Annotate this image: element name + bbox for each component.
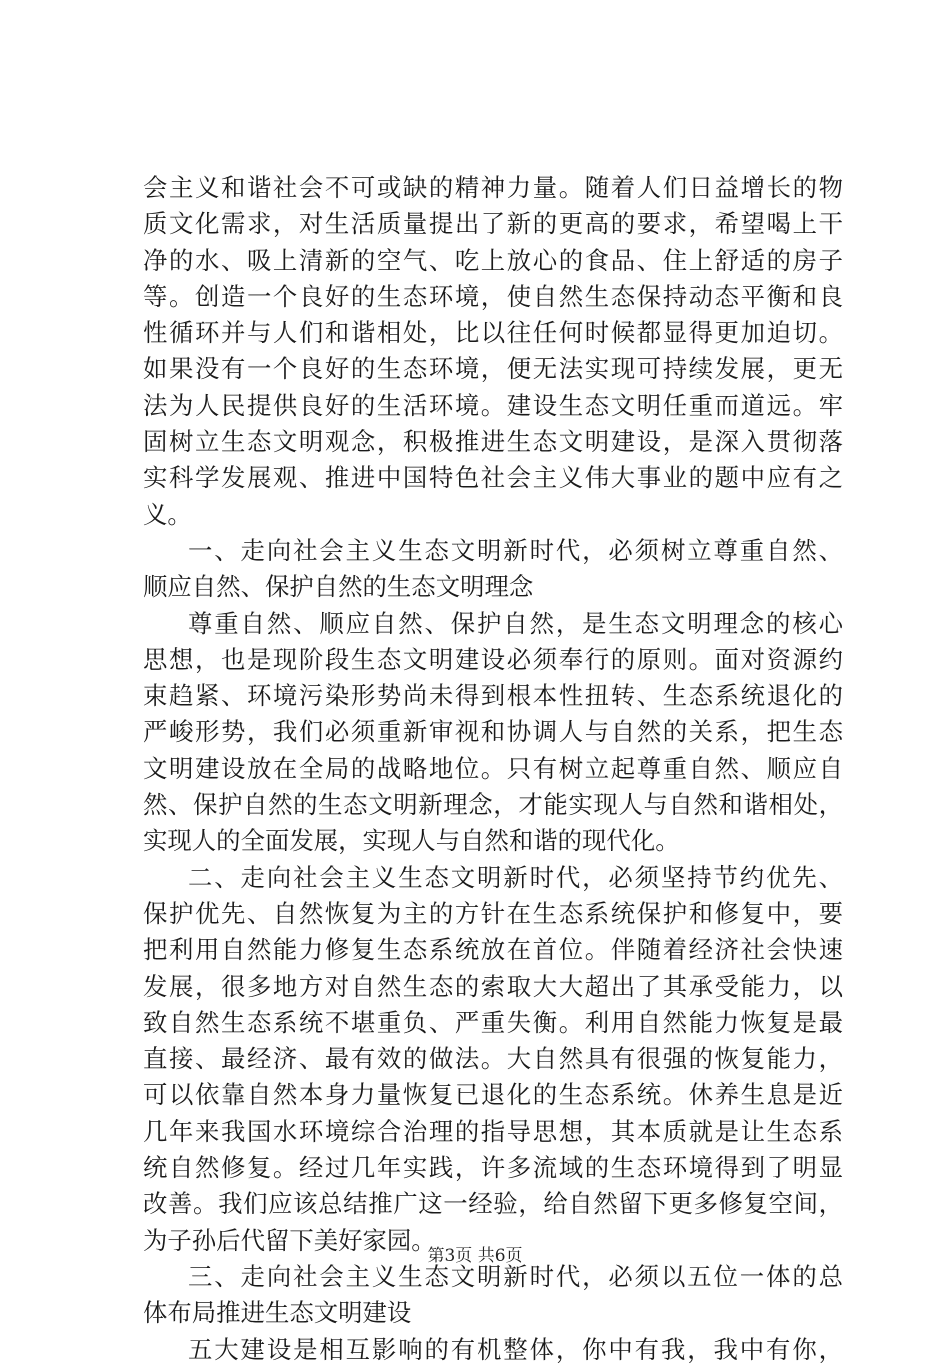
text-line: 尊重自然、顺应自然、保护自然，是生态文明理念的核心	[188, 608, 843, 638]
text-line: 思想，也是现阶段生态文明建设必须奉行的原则。面对资源约	[143, 644, 843, 674]
text-line: 为子孙后代留下美好家园。	[143, 1225, 436, 1255]
text-line: 会主义和谐社会不可或缺的精神力量。随着人们日益增长的物	[143, 173, 843, 202]
text-line: 性循环并与人们和谐相处，比以往任何时候都显得更加迫切。	[143, 318, 843, 348]
text-line: 改善。我们应该总结推广这一经验，给自然留下更多修复空间，	[143, 1189, 843, 1219]
text-line: 实现人的全面发展，实现人与自然和谐的现代化。	[143, 826, 680, 856]
text-line: 义。	[143, 499, 192, 529]
text-line: 文明建设放在全局的战略地位。只有树立起尊重自然、顺应自	[143, 753, 843, 783]
text-line: 二、走向社会主义生态文明新时代，必须坚持节约优先、	[188, 862, 843, 892]
text-line: 等。创造一个良好的生态环境，使自然生态保持动态平衡和良	[143, 281, 843, 311]
text-line: 实科学发展观、推进中国特色社会主义伟大事业的题中应有之	[143, 463, 843, 493]
text-line: 顺应自然、保护自然的生态文明理念	[143, 572, 534, 602]
text-line: 保护优先、自然恢复为主的方针在生态系统保护和修复中，要	[143, 898, 843, 928]
text-line: 发展，很多地方对自然生态的索取大大超出了其承受能力，以	[143, 971, 843, 1001]
text-line: 可以依靠自然本身力量恢复已退化的生态系统。休养生息是近	[143, 1080, 843, 1110]
text-line: 统自然修复。经过几年实践，许多流域的生态环境得到了明显	[143, 1153, 843, 1183]
document-body	[143, 170, 843, 1368]
text-line: 一、走向社会主义生态文明新时代，必须树立尊重自然、	[188, 535, 843, 565]
text-line: 法为人民提供良好的生活环境。建设生态文明任重而道远。牢	[143, 390, 843, 420]
text-line: 直接、最经济、最有效的做法。大自然具有很强的恢复能力，	[143, 1044, 843, 1074]
text-line: 体布局推进生态文明建设	[143, 1298, 412, 1328]
text-line: 质文化需求，对生活质量提出了新的更高的要求，希望喝上干	[143, 209, 843, 239]
text-line: 束趋紧、环境污染形势尚未得到根本性扭转、生态系统退化的	[143, 681, 843, 711]
page-footer: 第3页 共6页	[427, 1246, 523, 1266]
text-line: 严峻形势，我们必须重新审视和协调人与自然的关系，把生态	[143, 717, 843, 747]
text-line: 固树立生态文明观念，积极推进生态文明建设，是深入贯彻落	[143, 427, 843, 457]
text-line: 然、保护自然的生态文明新理念，才能实现人与自然和谐相处，	[143, 790, 843, 820]
text-line: 五大建设是相互影响的有机整体，你中有我，我中有你，	[188, 1334, 843, 1364]
text-line: 把利用自然能力修复生态系统放在首位。伴随着经济社会快速	[143, 935, 843, 965]
text-line: 如果没有一个良好的生态环境，便无法实现可持续发展，更无	[143, 354, 843, 384]
text-line: 致自然生态系统不堪重负、严重失衡。利用自然能力恢复是最	[143, 1007, 843, 1037]
text-line: 三、走向社会主义生态文明新时代，必须以五位一体的总	[188, 1261, 843, 1291]
text-line: 净的水、吸上清新的空气、吃上放心的食品、住上舒适的房子	[143, 245, 843, 275]
text-line: 几年来我国水环境综合治理的指导思想，其本质就是让生态系	[143, 1116, 843, 1146]
